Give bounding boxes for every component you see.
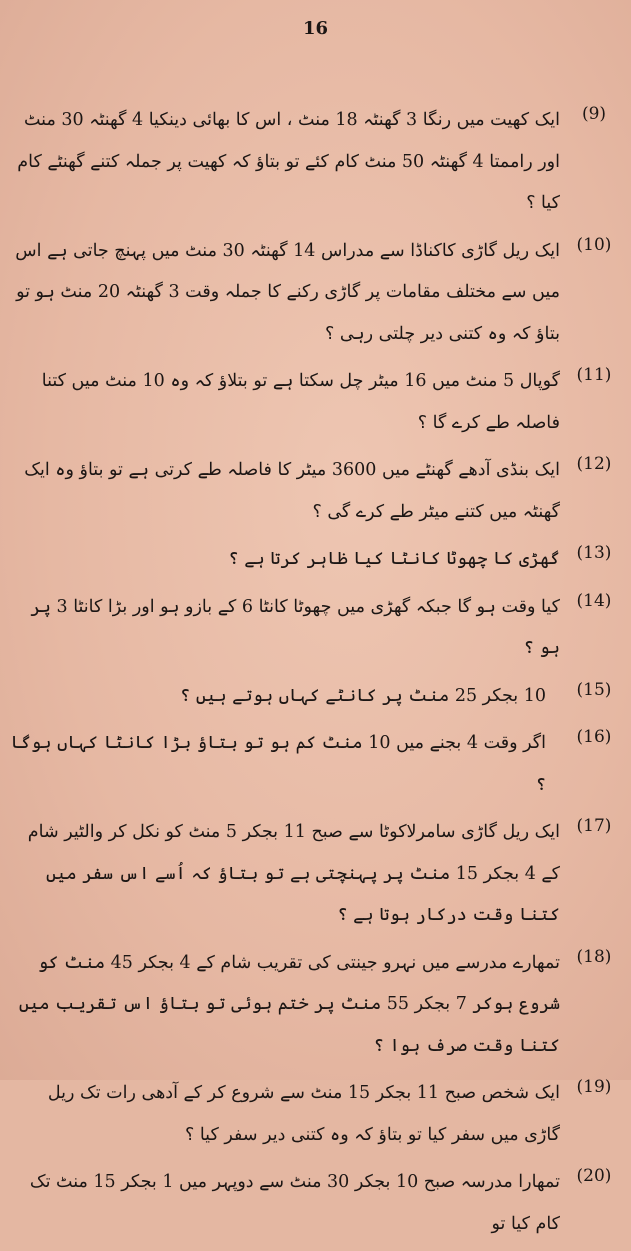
- question-text: ایک ریل گاڑی سامرلاکوٹا سے صبح 11 بجکر 5 منٹ کو نکل کر والٹیر شام کے 4 بجکر 15 منٹ پر پہنچتی ہے تو بتاؤ کہ اُسے اس سفر میں کتنا وقت درکار ہوتا ہے ؟: [27, 822, 560, 925]
- question-18: [10, 943, 622, 1068]
- question-text: کیا وقت ہو گا جبکہ گھڑی میں چھوٹا کانٹا 6 کے بازو ہو اور بڑا کانٹا 3 پر ہو ؟: [30, 596, 560, 658]
- question-text: ایک ریل گاڑی کاکناڈا سے مدراس 14 گھنٹہ 30 منٹ میں پہنچ جاتی ہے اس میں سے مختلف مقامات پر گاڑی رکنے کا جملہ وقت 3 گھنٹہ 20 منٹ ہو تو بتاؤ کہ وہ کتنی دیر چلتی رہی ؟: [15, 240, 560, 344]
- question-14: [10, 587, 622, 670]
- question-19: [10, 1073, 622, 1156]
- question-number: (11): [576, 365, 612, 385]
- question-17: [10, 812, 622, 937]
- question-number: (16): [576, 727, 612, 747]
- question-text: ایک شخص صبح 11 بجکر 15 منٹ سے شروع کر کے آدھی رات تک ریل گاڑی میں سفر کیا تو بتاؤ کہ وہ کتنی دیر سفر کیا ؟: [47, 1083, 560, 1145]
- question-11: [10, 361, 622, 444]
- question-number: (13): [576, 543, 612, 563]
- question-number: (20): [576, 1166, 612, 1186]
- question-number: (10): [576, 234, 612, 255]
- question-10: [10, 231, 622, 356]
- question-text: اگر وقت 4 بجنے میں 10 منٹ کم ہو تو بتاؤ بڑا کانٹا کہاں ہوگا ؟: [10, 733, 546, 795]
- question-12: [10, 450, 622, 533]
- question-13: [10, 539, 622, 581]
- question-text: 10 بجکر 25 منٹ پر کانٹے کہاں ہوتے ہیں ؟: [180, 685, 546, 706]
- question-number: (14): [576, 590, 612, 611]
- question-20: [10, 1162, 622, 1245]
- question-text: گوپال 5 منٹ میں 16 میٹر چل سکتا ہے تو بتلاؤ کہ وہ 10 منٹ میں کتنا فاصلہ طے کرے گا ؟: [41, 371, 560, 433]
- question-number: (9): [581, 104, 607, 124]
- question-text: ایک بنڈی آدھے گھنٹے میں 3600 میٹر کا فاصلہ طے کرتی ہے تو بتاؤ وہ ایک گھنٹہ میں کتنے میٹر طے کرے گی ؟: [24, 460, 560, 522]
- question-text: تمھارے مدرسے میں نہرو جینتی کی تقریب شام کے 4 بجکر 45 منٹ کو شروع ہوکر 7 بجکر 55 منٹ پر ختم ہوئی تو بتاؤ اس تقریب میں کتنا وقت صرف ہوا ؟: [18, 952, 560, 1056]
- question-text: تمھارا مدرسہ صبح 10 بجکر 30 منٹ سے دوپہر میں 1 بجکر 15 منٹ تک کام کیا تو: [29, 1172, 560, 1234]
- question-number: (17): [576, 816, 612, 836]
- question-15: [10, 676, 622, 718]
- page-number: 16: [302, 18, 329, 39]
- question-text: ایک کھیت میں رنگا 3 گھنٹہ 18 منٹ ، اس کا بھائی دینکیا 4 گھنٹہ 30 منٹ اور راممتا 4 گھنٹہ 50 منٹ کام کئے تو بتاؤ کہ کھیت پر جملہ کتنے گھنٹے کام کیا ؟: [17, 110, 560, 213]
- question-number: (19): [576, 1077, 612, 1097]
- question-list: [10, 100, 622, 1251]
- question-9: [10, 100, 622, 225]
- question-16: [10, 723, 622, 806]
- question-number: (18): [576, 946, 612, 967]
- question-text: گھڑی کا چھوٹا کانٹا کیا ظاہر کرتا ہے ؟: [228, 549, 560, 569]
- question-number: (15): [576, 679, 612, 700]
- question-number: (12): [576, 454, 612, 474]
